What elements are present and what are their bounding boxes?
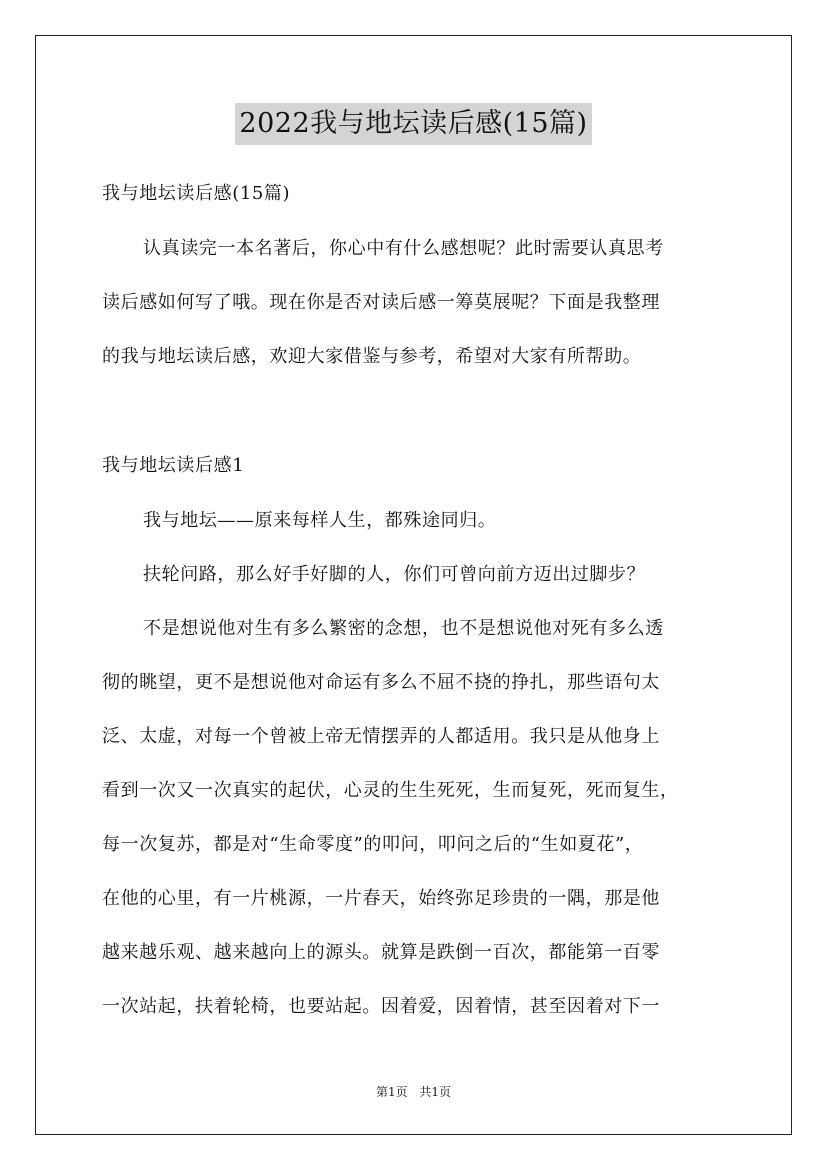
body-line: 泛、太虚，对每一个曾被上帝无情摆弄的人都适用。我只是从他身上 — [102, 726, 660, 747]
body-line: 不是想说他对生有多么繁密的念想，也不是想说他对死有多么透 — [143, 618, 664, 639]
intro-line: 认真读完一本名著后，你心中有什么感想呢？此时需要认真思考 — [143, 238, 664, 259]
body-line: 在他的心里，有一片桃源，一片春天，始终弥足珍贵的一隅，那是他 — [102, 888, 660, 909]
page-total: 共1页 — [419, 1085, 452, 1099]
page-footer — [0, 1083, 827, 1100]
body-line: 扶轮问路，那么好手好脚的人，你们可曾向前方迈出过脚步？ — [143, 564, 646, 585]
section-heading: 我与地坛读后感1 — [102, 455, 245, 476]
body-line: 看到一次又一次真实的起伏，心灵的生生死死，生而复死，死而复生， — [102, 780, 679, 801]
body-line: 我与地坛——原来每样人生，都殊途同归。 — [143, 510, 497, 531]
document-title: 2022我与地坛读后感(15篇) — [235, 103, 591, 145]
body-line: 越来越乐观、越来越向上的源头。就算是跌倒一百次，都能第一百零 — [102, 942, 660, 963]
intro-line: 的我与地坛读后感，欢迎大家借鉴与参考，希望对大家有所帮助。 — [102, 346, 642, 367]
title-container — [0, 103, 827, 145]
body-line: 彻的眺望，更不是想说他对命运有多么不屈不挠的挣扎，那些语句太 — [102, 672, 660, 693]
body-line: 每一次复苏，都是对“生命零度”的叩问，叩问之后的“生如夏花”， — [102, 834, 644, 855]
intro-line: 读后感如何写了哦。现在你是否对读后感一筹莫展呢？下面是我整理 — [102, 292, 660, 313]
body-line: 一次站起，扶着轮椅，也要站起。因着爱，因着情，甚至因着对下一 — [102, 996, 660, 1017]
subtitle: 我与地坛读后感(15篇) — [102, 183, 291, 204]
page-number: 第1页 — [375, 1085, 408, 1099]
